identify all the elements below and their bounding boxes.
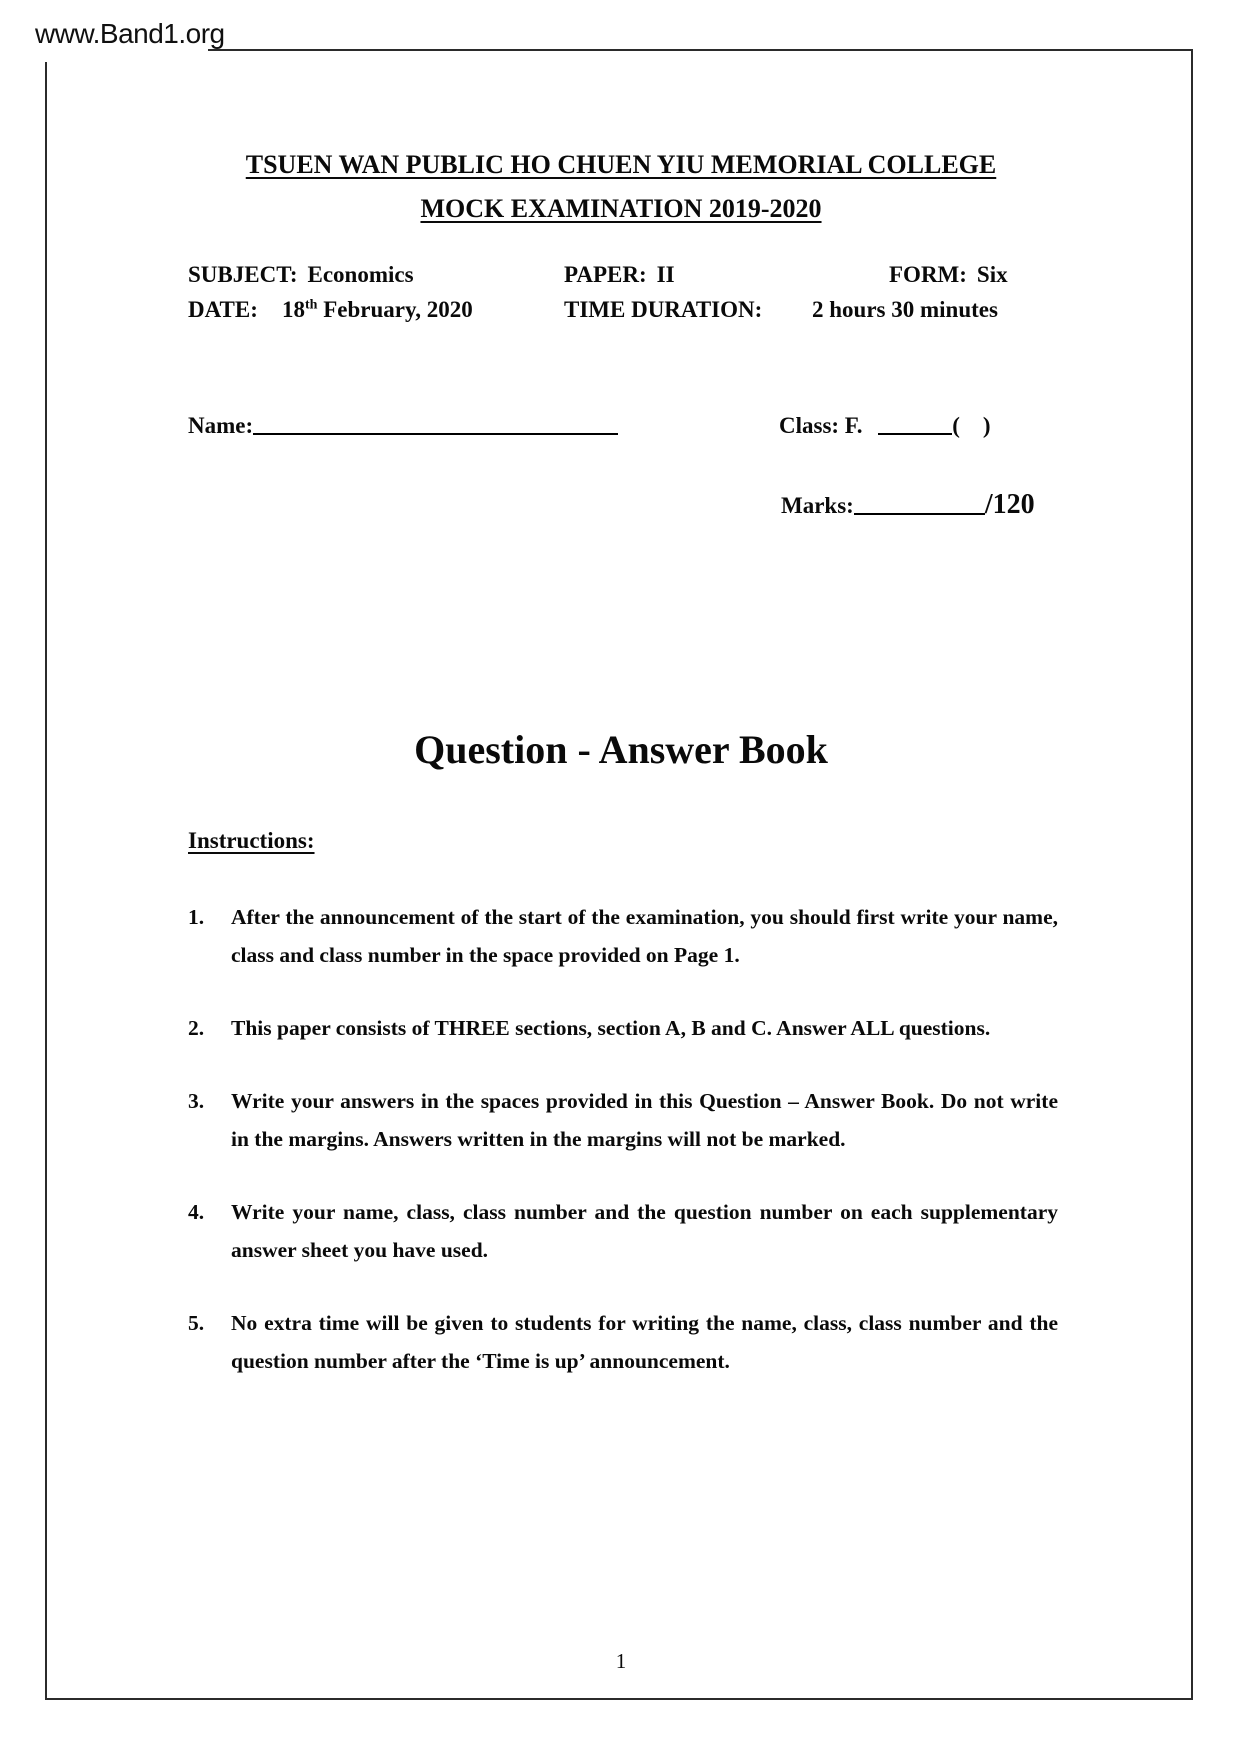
form-label: FORM: (889, 262, 967, 287)
instruction-item (188, 1009, 1058, 1047)
date-label: DATE: (188, 297, 258, 322)
class-field (779, 413, 991, 439)
paper-value: II (656, 262, 675, 287)
marks-total: /120 (984, 489, 1035, 520)
instruction-text: After the announcement of the start of the examination, you should first write your name, class and class number in the space provided on Page 1. (231, 905, 1058, 967)
instruction-number: 2. (188, 1016, 205, 1040)
instruction-text: This paper consists of THREE sections, section A, B and C. Answer ALL questions. (231, 1016, 991, 1040)
watermark-url: www.Band1.org (35, 18, 225, 49)
paper-label: PAPER: (564, 262, 647, 287)
instruction-number: 5. (188, 1311, 205, 1335)
marks-blank-line (854, 513, 985, 515)
date-day: 18 (282, 297, 305, 322)
duration-label: TIME DURATION: (564, 297, 763, 322)
instructions-list (188, 898, 1058, 1415)
page-number: 1 (615, 1649, 627, 1673)
subject-value: Economics (307, 262, 414, 287)
exam-title: MOCK EXAMINATION 2019-2020 (420, 194, 822, 223)
instruction-text: No extra time will be given to students for writing the name, class, class number and the question number after the ‘Time is up’ announcement. (231, 1311, 1058, 1373)
instruction-item (188, 1193, 1058, 1269)
duration-value: 2 hours 30 minutes (812, 297, 998, 322)
school-title: TSUEN WAN PUBLIC HO CHUEN YIU MEMORIAL COLLEGE (245, 150, 997, 179)
subject-label: SUBJECT: (188, 262, 298, 287)
class-blank-line (878, 433, 952, 435)
instruction-number: 3. (188, 1089, 205, 1113)
instruction-number: 4. (188, 1200, 205, 1224)
name-field (188, 413, 618, 439)
instruction-item (188, 1304, 1058, 1380)
date-ordinal-suffix: th (305, 297, 318, 313)
form-value: Six (976, 262, 1008, 287)
date-value (282, 297, 473, 323)
instruction-text: Write your name, class, class number and the question number on each supplementary answer sheet you have used. (231, 1200, 1058, 1262)
class-label: Class: F. (779, 413, 863, 438)
instruction-item (188, 898, 1058, 974)
instruction-number: 1. (188, 905, 205, 929)
name-blank-line (253, 433, 618, 435)
subject-field (188, 262, 414, 288)
marks-field (781, 489, 1035, 521)
form-field (889, 262, 1008, 288)
paper-field (564, 262, 675, 288)
date-rest: February, 2020 (323, 297, 473, 322)
name-label: Name: (188, 413, 254, 438)
class-number-brackets: ( ) (952, 413, 991, 438)
instructions-heading: Instructions: (188, 828, 315, 853)
marks-label: Marks: (781, 493, 854, 518)
instruction-item (188, 1082, 1058, 1158)
instruction-text: Write your answers in the spaces provided in this Question – Answer Book. Do not write in the margins. Answers written in the margins will not be marked. (231, 1089, 1058, 1151)
book-title: Question - Answer Book (414, 727, 828, 772)
